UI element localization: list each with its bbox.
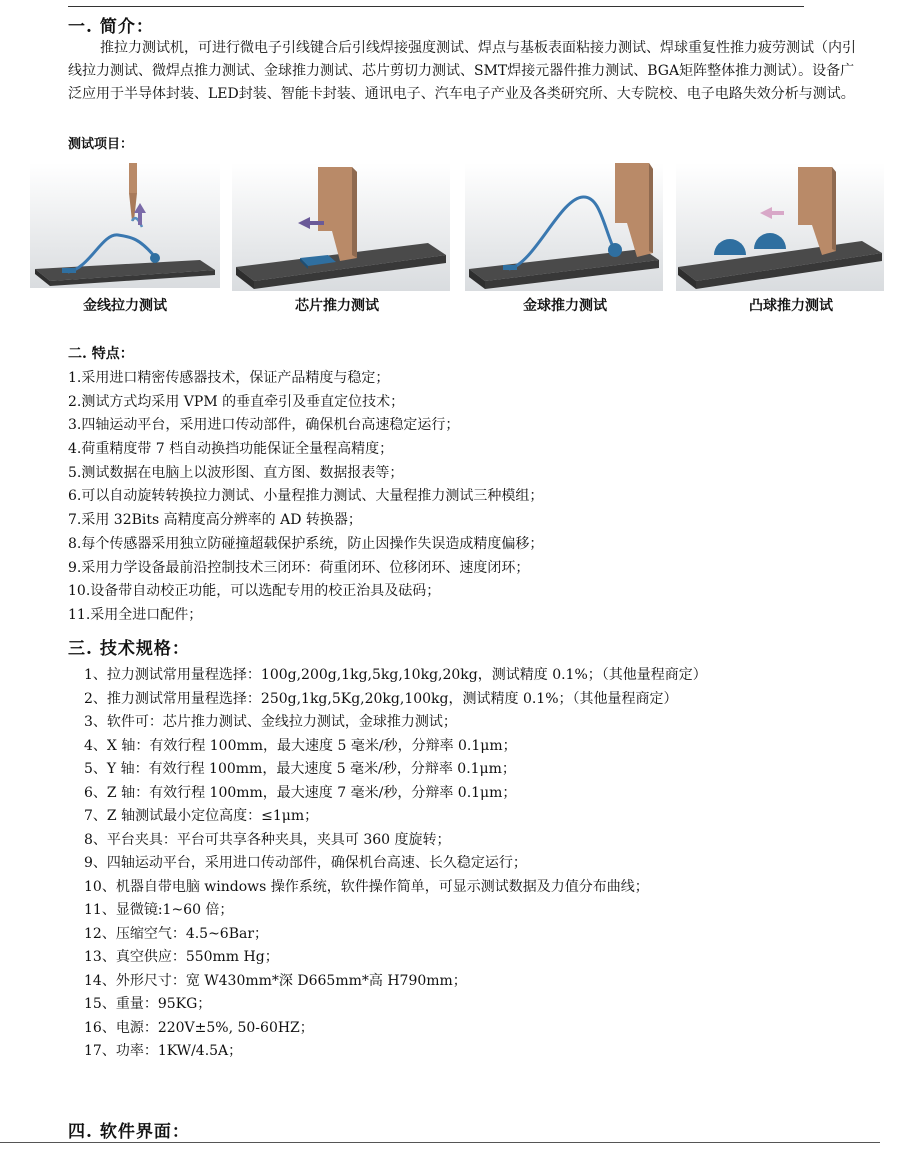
figure-bump-shear [676,163,884,314]
header-rule [68,6,804,7]
features-list [68,367,848,628]
section-1-heading: 一. 简介： [68,17,154,37]
list-item: 15、重量：95KG； [84,996,212,1012]
figure-caption: 芯片推力测试 [295,298,379,314]
list-item: 3、软件可：芯片推力测试、金线拉力测试，金球推力测试； [84,714,457,730]
list-item: 14、外形尺寸：宽 W430mm*深 D665mm*高 H790mm； [84,972,467,989]
list-item: 1、拉力测试常用量程选择：100g,200g,1kg,5kg,10kg,20kg，测试精度 0.1%；（其他量程商定） [84,667,707,683]
ball-shear-illustration [465,163,663,291]
figure-caption: 金球推力测试 [523,298,607,314]
figure-caption: 金线拉力测试 [83,298,167,314]
list-item: 8、平台夹具：平台可共享各种夹具，夹具可 360 度旋转； [84,831,451,848]
list-item: 5.测试数据在电脑上以波形图、直方图、数据报表等； [68,464,404,481]
figure-wire-pull [30,163,220,314]
intro-text: 推拉力测试机，可进行微电子引线键合后引线焊接强度测试、焊点与基板表面粘接力测试、焊球重复性推力疲劳测试（内引线拉力测试、微焊点推力测试、金球推力测试、芯片剪切力测试、SMT焊接元器件推力测试、BGA矩阵整体推力测试）。设备广泛应用于半导体封装、LED封装、智能卡封装、通讯电子、汽车电子产业及各类研究所、大专院校、电子电路失效分析与测试。 [68,40,856,102]
figure-ball-shear [465,163,663,314]
figure-die-shear [232,163,450,314]
section-4-heading: 四. 软件界面： [68,1122,190,1142]
list-item: 16、电源：220V±5%, 50-60HZ； [84,1019,314,1036]
die-shear-illustration [232,163,450,291]
list-item: 1.采用进口精密传感器技术，保证产品精度与稳定； [68,370,390,386]
list-item: 5、Y 轴：有效行程 100mm，最大速度 5 毫米/秒，分辩率 0.1μm； [84,761,516,777]
intro-paragraph [68,37,868,106]
specs-list [84,664,864,1064]
list-item: 2、推力测试常用量程选择：250g,1kg,5Kg,20kg,100kg，测试精度 0.1%；（其他量程商定） [84,690,678,707]
list-item: 4、X 轴：有效行程 100mm，最大速度 5 毫米/秒，分辩率 0.1μm； [84,737,517,754]
list-item: 6、Z 轴：有效行程 100mm，最大速度 7 毫米/秒，分辩率 0.1μm； [84,784,517,801]
list-item: 17、功率：1KW/4.5A； [84,1043,243,1059]
footer-text [70,1144,860,1151]
list-item: 6.可以自动旋转转换拉力测试、小量程推力测试、大量程推力测试三种模组； [68,488,544,505]
wire-pull-illustration [30,163,220,288]
list-item: 10.设备带自动校正功能，可以选配专用的校正治具及砝码； [68,583,441,600]
list-item: 10、机器自带电脑 windows 操作系统，软件操作简单，可显示测试数据及力值分布曲线； [84,878,649,895]
list-item: 2.测试方式均采用 VPM 的垂直牵引及垂直定位技术； [68,393,405,410]
list-item: 9、四轴运动平台，采用进口传动部件，确保机台高速、长久稳定运行； [84,855,527,871]
footer-rule [0,1142,880,1143]
list-item: 8.每个传感器采用独立防碰撞超载保护系统，防止因操作失误造成精度偏移； [68,535,544,552]
list-item: 11.采用全进口配件； [68,606,203,623]
test-figures [30,163,885,313]
section-2-heading: 二. 特点： [68,346,134,362]
list-item: 4.荷重精度带 7 档自动换挡功能保证全量程高精度； [68,441,394,458]
list-item: 11、显微镜:1~60 倍； [84,902,234,918]
list-item: 7、Z 轴测试最小定位高度：≤1μm； [84,808,319,824]
bump-shear-illustration [676,163,884,291]
list-item: 9.采用力学设备最前沿控制技术三闭环：荷重闭环、位移闭环、速度闭环； [68,559,530,576]
figure-caption: 凸球推力测试 [749,298,833,314]
section-3-heading: 三. 技术规格： [68,639,190,659]
list-item: 13、真空供应：550mm Hg； [84,949,279,965]
list-item: 7.采用 32Bits 高精度高分辨率的 AD 转换器； [68,512,362,529]
list-item: 12、压缩空气：4.5~6Bar； [84,925,269,942]
list-item: 3.四轴运动平台，采用进口传动部件，确保机台高速稳定运行； [68,417,460,434]
test-items-label: 测试项目： [68,137,134,152]
